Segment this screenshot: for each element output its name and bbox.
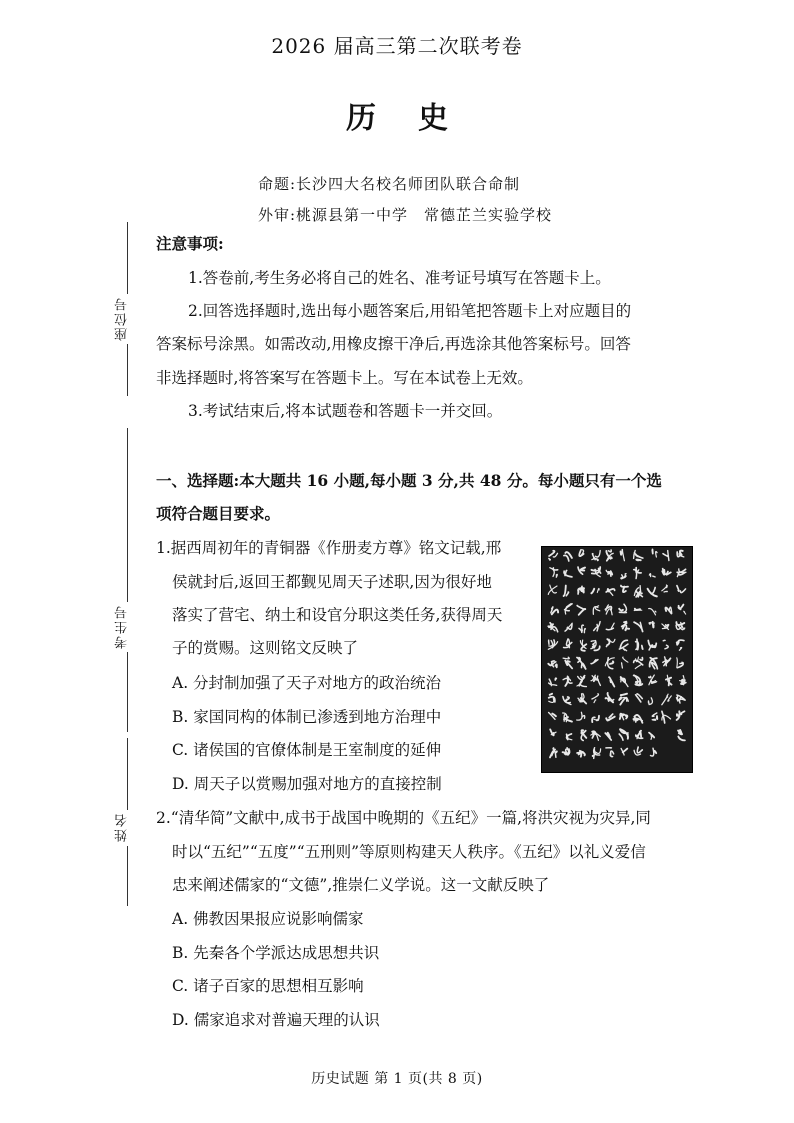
question-stem: 忠来阐述儒家的“文德”,推崇仁义学说。这一文献反映了 bbox=[172, 876, 550, 894]
bronze-inscription-image bbox=[541, 546, 693, 773]
binding-line bbox=[127, 222, 128, 294]
seat-number-label: 座位号 bbox=[115, 296, 130, 341]
exam-number-label: 考生号 bbox=[115, 604, 130, 649]
question-stem: 侯就封后,返回王都觐见周天子述职,因为很好地 bbox=[172, 573, 492, 591]
question-stem: 2.“清华简”文献中,成书于战国中晚期的《五纪》一篇,将洪灾视为灾异,同 bbox=[156, 809, 651, 827]
credit-author: 命题:长沙四大名校名师团队联合命制 bbox=[258, 175, 521, 193]
subject-title: 历史 bbox=[346, 101, 490, 136]
answer-option[interactable]: C. 诸子百家的思想相互影响 bbox=[172, 977, 364, 995]
question-stem: 1.据西周初年的青铜器《作册麦方尊》铭文记载,邢 bbox=[156, 539, 502, 557]
exam-title: 2026 届高三第二次联考卷 bbox=[271, 34, 523, 58]
question-stem: 时以“五纪”“五度”“五刑则”等原则构建天人秩序。《五纪》以礼义爱信 bbox=[172, 843, 646, 861]
notice-item: 3.考试结束后,将本试题卷和答题卡一并交回。 bbox=[188, 402, 503, 420]
credit-reviewer: 外审:桃源县第一中学 常德芷兰实验学校 bbox=[258, 206, 553, 224]
answer-option[interactable]: D. 儒家追求对普遍天理的认识 bbox=[172, 1011, 380, 1029]
page-footer: 历史试题 第 1 页(共 8 页) bbox=[311, 1071, 483, 1087]
question-stem: 落实了营宅、纳土和设官分职这类任务,获得周天 bbox=[172, 606, 503, 624]
section-heading: 一、选择题:本大题共 16 小题,每小题 3 分,共 48 分。每小题只有一个选 bbox=[156, 471, 662, 490]
binding-line bbox=[127, 846, 128, 906]
binding-line bbox=[127, 344, 128, 396]
binding-line bbox=[127, 738, 128, 810]
answer-option[interactable]: C. 诸侯国的官僚体制是王室制度的延伸 bbox=[172, 741, 442, 759]
answer-option[interactable]: A. 分封制加强了天子对地方的政治统治 bbox=[172, 674, 442, 692]
notice-item: 1.答卷前,考生务必将自己的姓名、准考证号填写在答题卡上。 bbox=[188, 269, 611, 287]
binding-line bbox=[127, 428, 128, 602]
section-heading: 项符合题目要求。 bbox=[156, 504, 281, 523]
bronze-inscription-rubbing-icon bbox=[542, 547, 692, 772]
notice-item: 2.回答选择题时,选出每小题答案后,用铅笔把答题卡上对应题目的 bbox=[188, 302, 632, 320]
name-label: 姓名 bbox=[115, 812, 130, 842]
notice-item: 非选择题时,将答案写在答题卡上。写在本试卷上无效。 bbox=[156, 369, 533, 387]
notice-item: 答案标号涂黑。如需改动,用橡皮擦干净后,再选涂其他答案标号。回答 bbox=[156, 335, 631, 353]
answer-option[interactable]: B. 家国同构的体制已渗透到地方治理中 bbox=[172, 708, 442, 726]
answer-option[interactable]: A. 佛教因果报应说影响儒家 bbox=[172, 910, 364, 928]
answer-option[interactable]: D. 周天子以赏赐加强对地方的直接控制 bbox=[172, 775, 442, 793]
question-stem: 子的赏赐。这则铭文反映了 bbox=[172, 639, 359, 657]
binding-line bbox=[127, 652, 128, 732]
answer-option[interactable]: B. 先秦各个学派达成思想共识 bbox=[172, 944, 380, 962]
notice-heading: 注意事项: bbox=[156, 234, 224, 253]
